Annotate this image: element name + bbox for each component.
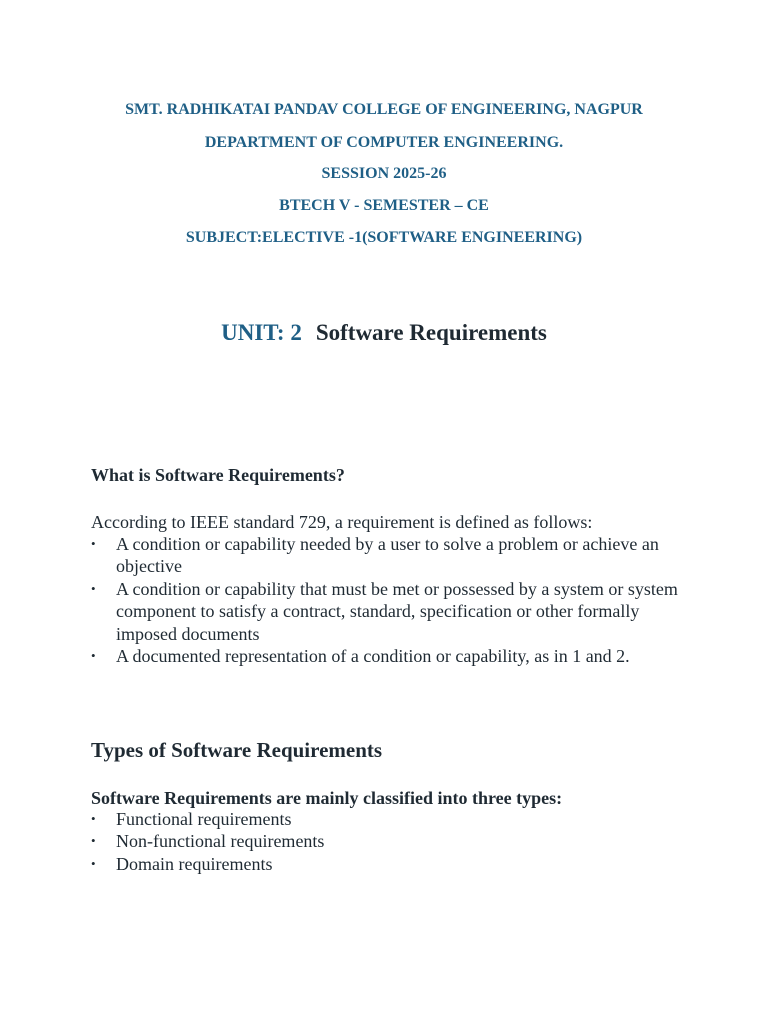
list-item	[91, 853, 691, 875]
list-item	[91, 645, 691, 667]
bullet-icon: •	[91, 833, 96, 849]
subject: SUBJECT:ELECTIVE -1(SOFTWARE ENGINEERING)	[185, 229, 583, 246]
list-item	[91, 830, 691, 852]
bullet-icon: •	[91, 536, 96, 551]
list-item-text: A condition or capability needed by a user to solve a problem or achieve an objective	[116, 534, 659, 577]
types-heading: Types of Software Requirements	[91, 738, 383, 762]
semester: BTECH V - SEMESTER – CE	[279, 197, 489, 214]
list-item-text: Functional requirements	[116, 809, 292, 829]
bullet-icon: •	[91, 648, 96, 664]
unit-label: UNIT: 2	[221, 320, 302, 345]
list-item	[91, 578, 691, 645]
definition-question: What is Software Requirements?	[91, 465, 345, 485]
unit-name: Software Requirements	[315, 320, 547, 345]
college-name: SMT. RADHIKATAI PANDAV COLLEGE OF ENGINEERING, NAGPUR	[125, 101, 643, 118]
list-item-text: A documented representation of a condition or capability, as in 1 and 2.	[116, 646, 630, 667]
definition-list	[91, 533, 691, 667]
definition-intro: According to IEEE standard 729, a requirement is defined as follows:	[91, 512, 593, 532]
bullet-icon: •	[91, 580, 96, 596]
types-intro: Software Requirements are mainly classified into three types:	[91, 788, 563, 808]
types-list	[91, 808, 691, 875]
list-item	[91, 808, 691, 830]
session: SESSION 2025-26	[321, 165, 447, 182]
list-item-text: A condition or capability that must be met or possessed by a system or system component to satisfy a contract, standard, specification or other formally imposed documents	[116, 578, 678, 644]
list-item-text: Non-functional requirements	[116, 831, 325, 852]
list-item	[91, 533, 691, 578]
unit-title	[0, 318, 768, 348]
list-item-text: Domain requirements	[116, 853, 273, 874]
department-name: DEPARTMENT OF COMPUTER ENGINEERING.	[204, 134, 564, 151]
bullet-icon: •	[91, 855, 96, 871]
bullet-icon: •	[91, 811, 96, 826]
